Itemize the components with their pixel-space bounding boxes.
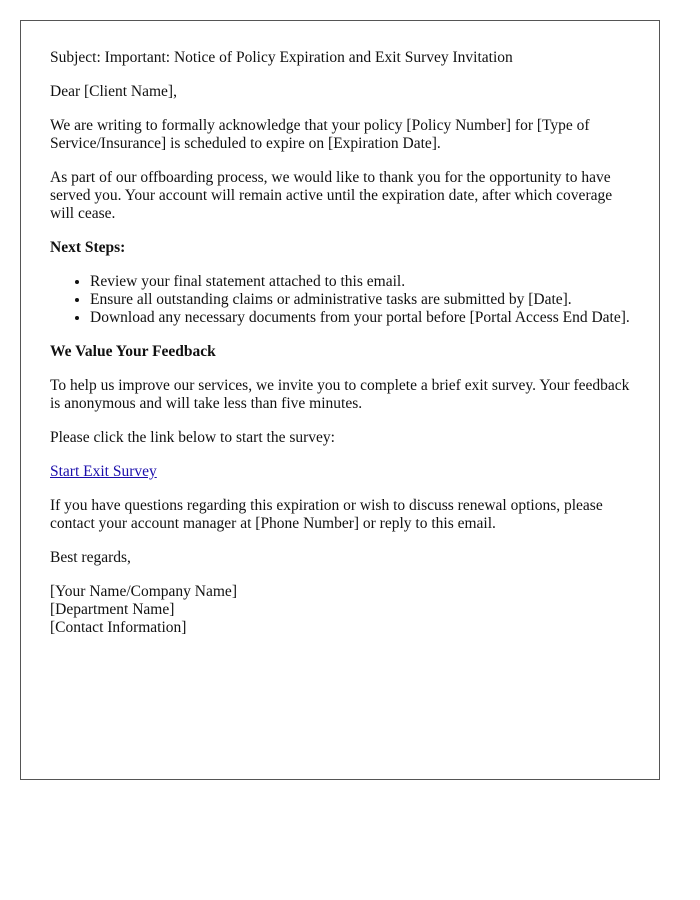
list-item: • Ensure all outstanding claims or administrative tasks are submitted by [Date]. xyxy=(90,291,630,309)
paragraph-feedback: To help us improve our services, we invite you to complete a brief exit survey. Your feedback is anonymous and will take less than five minutes. xyxy=(50,377,630,412)
email-subject: Subject: Important: Notice of Policy Expiration and Exit Survey Invitation xyxy=(50,49,513,66)
list-item: • Download any necessary documents from your portal before [Portal Access End Date]. xyxy=(90,309,630,327)
closing: Best regards, xyxy=(50,549,131,566)
next-steps-heading: Next Steps: xyxy=(50,239,126,256)
greeting: Dear [Client Name], xyxy=(50,83,177,100)
feedback-heading: We Value Your Feedback xyxy=(50,343,216,360)
signature-department: [Department Name] xyxy=(50,601,175,618)
signature-contact: [Contact Information] xyxy=(50,619,187,636)
letter-container xyxy=(20,20,660,780)
paragraph-offboarding: As part of our offboarding process, we would like to thank you for the opportunity to have served you. Your account will remain active until the expiration date, after which coverage will cease. xyxy=(50,169,613,222)
paragraph-acknowledge: We are writing to formally acknowledge that your policy [Policy Number] for [Type of Service/Insurance] is scheduled to expire on [Expiration Date]. xyxy=(50,117,590,152)
signature-name: [Your Name/Company Name] xyxy=(50,583,237,600)
signature-block xyxy=(50,583,630,637)
start-exit-survey-link[interactable]: Start Exit Survey xyxy=(50,463,157,480)
letter-body xyxy=(50,49,630,653)
paragraph-click-instruction: Please click the link below to start the survey: xyxy=(50,429,335,446)
paragraph-questions: If you have questions regarding this expiration or wish to discuss renewal options, please contact your account manager at [Phone Number] or reply to this email. xyxy=(50,497,603,532)
survey-link-row xyxy=(50,463,630,481)
next-steps-list xyxy=(50,273,630,327)
list-item: • Review your final statement attached to this email. xyxy=(90,273,630,291)
